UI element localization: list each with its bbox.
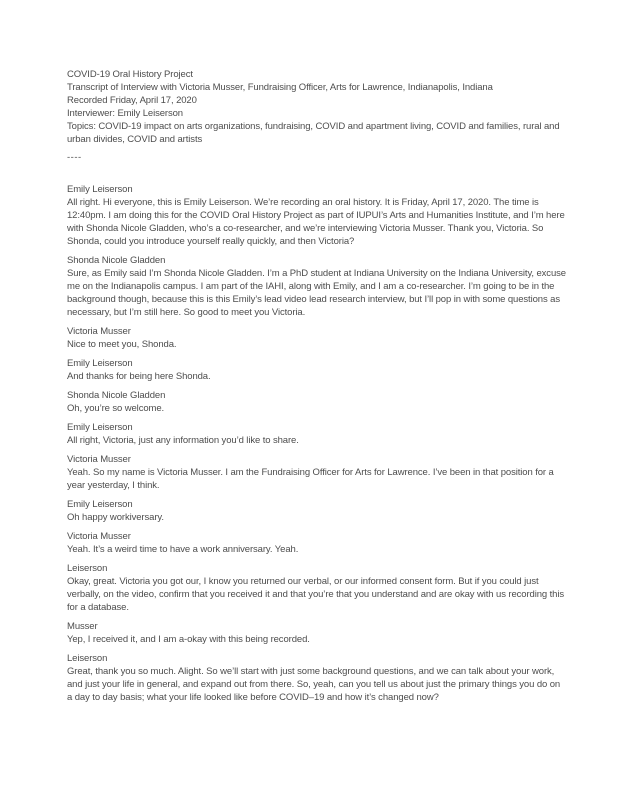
transcript-entry bbox=[67, 652, 567, 704]
speech-text: Great, thank you so much. Alight. So we’ll start with just some background questions, and we can talk about your work, and just your life in general, and expand out from there. So, yeah, can you tell us about just the primary things you do on a day to day basis; what your life looked like before COVID–19 and how it’s changed now? bbox=[67, 666, 561, 703]
speaker-name: Victoria Musser bbox=[67, 454, 131, 465]
transcript bbox=[67, 183, 567, 704]
speech-text: Oh happy workiversary. bbox=[67, 512, 164, 523]
header-line: Interviewer: Emily Leiserson bbox=[67, 108, 183, 119]
speaker-name: Shonda Nicole Gladden bbox=[67, 255, 166, 266]
speaker-name: Musser bbox=[67, 621, 98, 632]
transcript-entry bbox=[67, 498, 567, 524]
header-line: Topics: COVID-19 impact on arts organizations, fundraising, COVID and apartment living, COVID and families, rural and urban divides, COVID and artists bbox=[67, 121, 560, 145]
document-header bbox=[67, 68, 567, 146]
speaker-name: Leiserson bbox=[67, 653, 108, 664]
header-line: COVID-19 Oral History Project bbox=[67, 69, 193, 80]
speech-text: Yeah. So my name is Victoria Musser. I am the Fundraising Officer for Arts for Lawrence. I’ve been in that position for a year yesterday, I think. bbox=[67, 467, 554, 491]
header-line: Recorded Friday, April 17, 2020 bbox=[67, 95, 197, 106]
speech-text: Nice to meet you, Shonda. bbox=[67, 339, 177, 350]
speech-text: Okay, great. Victoria you got our, I know you returned our verbal, or our informed consent form. But if you could just verbally, on the video, confirm that you received it and that you’re that you understand and are okay with us recording this for a database. bbox=[67, 576, 565, 613]
speech-text: All right. Hi everyone, this is Emily Leiserson. We’re recording an oral history. It is Friday, April 17, 2020. The time is 12:40pm. I am doing this for the COVID Oral History Project as part of IUPUI’s Arts and Humanities Institute, and I’m here with Shonda Nicole Gladden, who’s a co-researcher, and we’re interviewing Victoria Musser. Thank you, Victoria. So Shonda, could you introduce yourself really quickly, and then Victoria? bbox=[67, 197, 565, 247]
transcript-entry bbox=[67, 530, 567, 556]
transcript-entry bbox=[67, 325, 567, 351]
speaker-name: Leiserson bbox=[67, 563, 108, 574]
transcript-entry bbox=[67, 562, 567, 614]
speaker-name: Emily Leiserson bbox=[67, 358, 133, 369]
speech-text: And thanks for being here Shonda. bbox=[67, 371, 211, 382]
speaker-name: Emily Leiserson bbox=[67, 422, 133, 433]
header-line: Transcript of Interview with Victoria Musser, Fundraising Officer, Arts for Lawrence, Indianapolis, Indiana bbox=[67, 82, 493, 93]
speech-text: Yep, I received it, and I am a-okay with this being recorded. bbox=[67, 634, 310, 645]
speaker-name: Victoria Musser bbox=[67, 326, 131, 337]
transcript-entry bbox=[67, 453, 567, 492]
speech-text: Yeah. It’s a weird time to have a work anniversary. Yeah. bbox=[67, 544, 299, 555]
speaker-name: Emily Leiserson bbox=[67, 499, 133, 510]
transcript-entry bbox=[67, 183, 567, 248]
transcript-entry bbox=[67, 389, 567, 415]
transcript-entry bbox=[67, 254, 567, 319]
speaker-name: Victoria Musser bbox=[67, 531, 131, 542]
speaker-name: Emily Leiserson bbox=[67, 184, 133, 195]
speech-text: Oh, you’re so welcome. bbox=[67, 403, 165, 414]
separator-dashes: ---- bbox=[67, 152, 82, 163]
transcript-entry bbox=[67, 421, 567, 447]
speech-text: Sure, as Emily said I’m Shonda Nicole Gladden. I’m a PhD student at Indiana University on the Indiana University, excuse me on the Indianapolis campus. I am part of the IAHI, along with Emily, and I am a co-researcher. I’m going to be in the background though, because this is this Emily’s lead video lead research interview, but I’ll pop in with some questions as necessary, but I’m still here. So good to meet you Victoria. bbox=[67, 268, 566, 318]
speaker-name: Shonda Nicole Gladden bbox=[67, 390, 166, 401]
speech-text: All right, Victoria, just any information you’d like to share. bbox=[67, 435, 299, 446]
transcript-entry bbox=[67, 357, 567, 383]
transcript-entry bbox=[67, 620, 567, 646]
